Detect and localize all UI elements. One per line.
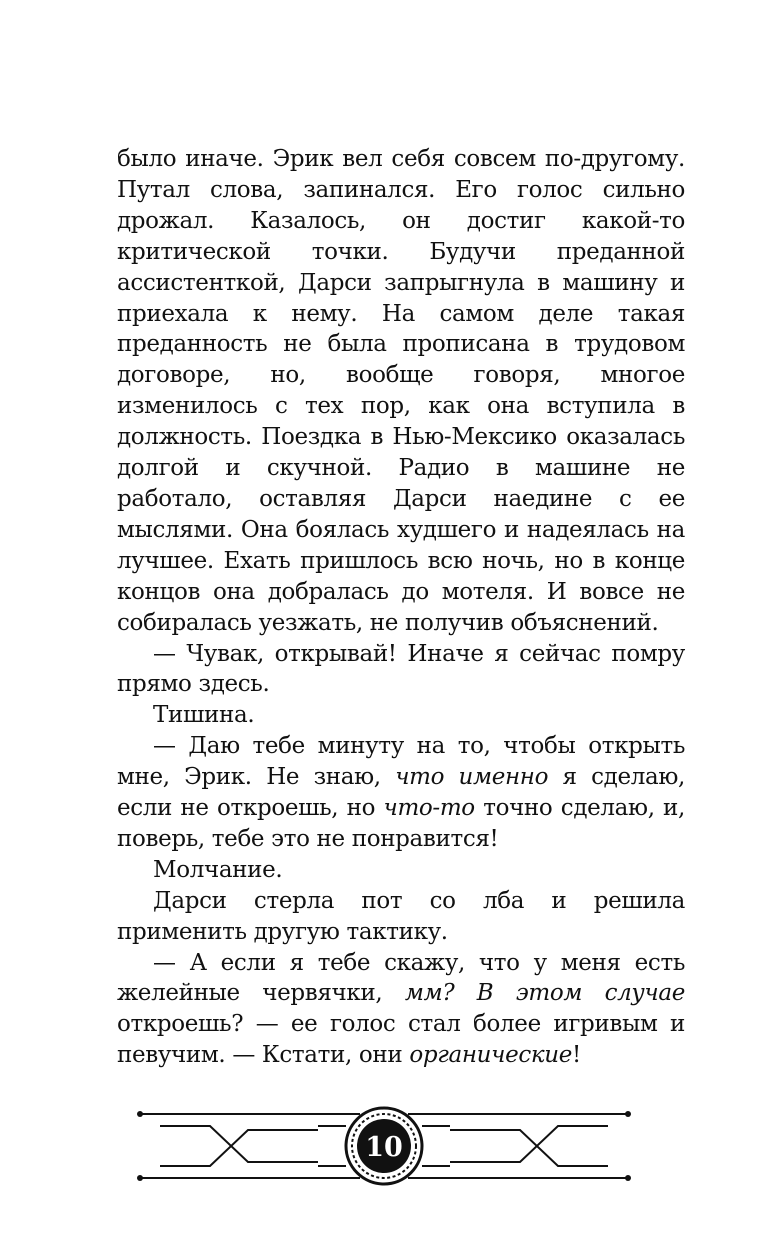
paragraph-2 (117, 639, 685, 701)
page-number: 10 (365, 1132, 403, 1163)
text-segment: Дарси стерла пот со лба и решила применить другую тактику. (117, 887, 685, 945)
italic-segment: органические (409, 1042, 572, 1069)
italic-segment: что именно (395, 764, 549, 791)
text-segment: — А если я тебе скажу, что у меня есть желейные червячки, (117, 949, 685, 1007)
paragraph-6 (117, 886, 685, 948)
page-number-badge (346, 1108, 422, 1184)
body-text (117, 144, 685, 1071)
text-segment: — Даю тебе минуту на то, чтобы открыть мне, Эрик. Не знаю, (117, 733, 685, 791)
paragraph-3 (117, 700, 685, 731)
paragraph-7 (117, 948, 685, 1072)
paragraph-5 (117, 855, 685, 886)
text-segment: точно сделаю, и, поверь, тебе это не понравится! (117, 795, 685, 852)
page-number-ornament (0, 1090, 768, 1200)
text-segment: — Чувак, открывай! Иначе я сейчас помру прямо здесь. (117, 640, 685, 698)
paragraph-4 (117, 731, 685, 855)
paragraph-1 (117, 144, 685, 639)
text-segment: ! (571, 1042, 581, 1069)
italic-segment: что-то (383, 795, 475, 822)
text-segment: было иначе. Эрик вел себя совсем по-другому. Путал слова, запинался. Его голос сильно дрожал. Казалось, он достиг какой-то критической точки. Будучи преданной ассистенткой, Дарси запрыгнула в машину и приехала к нему. На самом деле такая преданность не была прописана в трудовом договоре, но, вообще говоря, многое изменилось с тех пор, как она вступила в должность. Поездка в Нью-Мексико оказалась долгой и скучной. Радио в машине не работало, оставляя Дарси наедине с ее мыслями. Она боялась худшего и надеялась на лучшее. Ехать пришлось всю ночь, но в конце концов она добралась до мотеля. И вовсе не собиралась уезжать, не получив объяснений. (117, 146, 685, 636)
italic-segment: мм? В этом случае (404, 980, 685, 1007)
text-segment: Тишина. (153, 702, 255, 729)
text-segment: я сделаю, если не откроешь, но (117, 764, 685, 822)
text-segment: откроешь? — ее голос стал более игривым и певучим. — Кстати, они (117, 1011, 685, 1069)
text-segment: Молчание. (153, 856, 283, 883)
